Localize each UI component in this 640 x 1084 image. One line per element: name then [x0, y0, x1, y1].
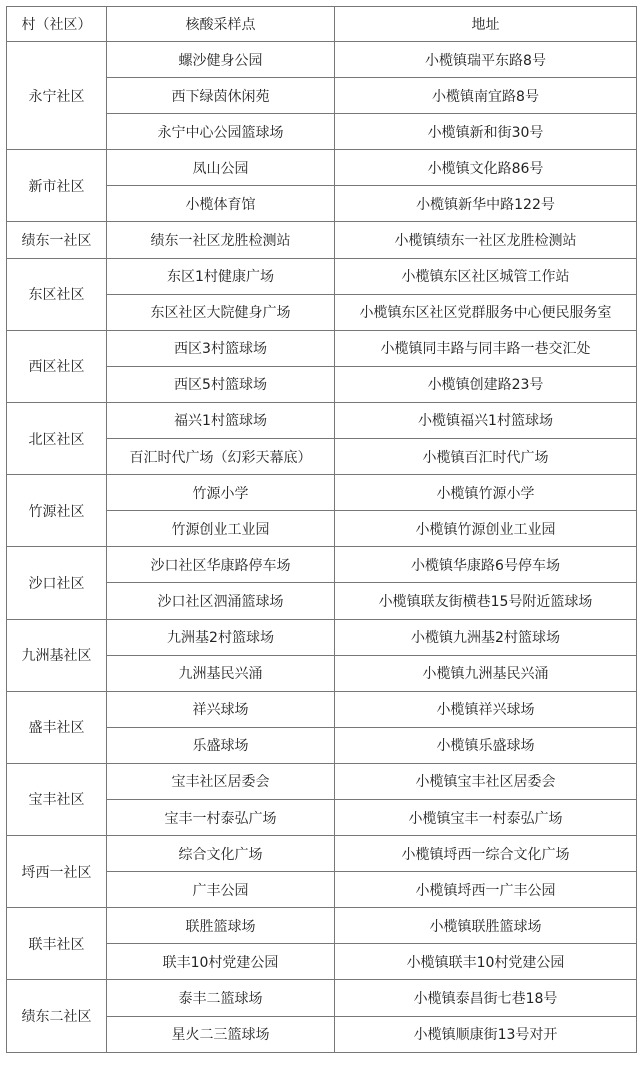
- address-cell: 小榄镇竹源创业工业园: [335, 511, 637, 547]
- table-body: [7, 42, 637, 1053]
- address-cell: 小榄镇华康路6号停车场: [335, 547, 637, 583]
- address-cell: 小榄镇创建路23号: [335, 366, 637, 402]
- address-cell: 小榄镇九洲基民兴涌: [335, 655, 637, 691]
- address-cell: 小榄镇瑞平东路8号: [335, 42, 637, 78]
- table-row: [7, 42, 637, 78]
- community-cell: 绩东一社区: [7, 222, 107, 258]
- address-cell: 小榄镇泰昌街七巷18号: [335, 980, 637, 1016]
- site-cell: 沙口社区泗涌篮球场: [107, 583, 335, 619]
- site-cell: 泰丰二篮球场: [107, 980, 335, 1016]
- sampling-sites-table: [6, 6, 637, 1053]
- address-cell: 小榄镇埒西一广丰公园: [335, 872, 637, 908]
- address-cell: 小榄镇乐盛球场: [335, 727, 637, 763]
- site-cell: 东区1村健康广场: [107, 258, 335, 294]
- site-cell: 永宁中心公园篮球场: [107, 114, 335, 150]
- table-row: [7, 763, 637, 799]
- community-cell: 西区社区: [7, 330, 107, 402]
- community-cell: 新市社区: [7, 150, 107, 222]
- site-cell: 凤山公园: [107, 150, 335, 186]
- table-row: [7, 836, 637, 872]
- community-cell: 永宁社区: [7, 42, 107, 150]
- table-row: [7, 619, 637, 655]
- community-cell: 九洲基社区: [7, 619, 107, 691]
- header-row: [7, 7, 637, 42]
- site-cell: 联丰10村党建公园: [107, 944, 335, 980]
- site-cell: 小榄体育馆: [107, 186, 335, 222]
- table-row: [7, 908, 637, 944]
- address-cell: 小榄镇同丰路与同丰路一巷交汇处: [335, 330, 637, 366]
- community-cell: 宝丰社区: [7, 763, 107, 835]
- header-address: 地址: [335, 7, 637, 42]
- address-cell: 小榄镇绩东一社区龙胜检测站: [335, 222, 637, 258]
- address-cell: 小榄镇南宜路8号: [335, 78, 637, 114]
- site-cell: 竹源创业工业园: [107, 511, 335, 547]
- address-cell: 小榄镇祥兴球场: [335, 691, 637, 727]
- community-cell: 竹源社区: [7, 475, 107, 547]
- header-site: 核酸采样点: [107, 7, 335, 42]
- address-cell: 小榄镇宝丰一村泰弘广场: [335, 799, 637, 835]
- address-cell: 小榄镇新华中路122号: [335, 186, 637, 222]
- site-cell: 西区5村篮球场: [107, 366, 335, 402]
- table-row: [7, 330, 637, 366]
- site-cell: 沙口社区华康路停车场: [107, 547, 335, 583]
- header-community: 村（社区）: [7, 7, 107, 42]
- site-cell: 九洲基2村篮球场: [107, 619, 335, 655]
- site-cell: 竹源小学: [107, 475, 335, 511]
- address-cell: 小榄镇新和街30号: [335, 114, 637, 150]
- address-cell: 小榄镇九洲基2村篮球场: [335, 619, 637, 655]
- community-cell: 埒西一社区: [7, 836, 107, 908]
- table-row: [7, 258, 637, 294]
- site-cell: 西下绿茵休闲苑: [107, 78, 335, 114]
- site-cell: 螺沙健身公园: [107, 42, 335, 78]
- site-cell: 联胜篮球场: [107, 908, 335, 944]
- address-cell: 小榄镇联友街横巷15号附近篮球场: [335, 583, 637, 619]
- address-cell: 小榄镇联丰10村党建公园: [335, 944, 637, 980]
- site-cell: 西区3村篮球场: [107, 330, 335, 366]
- address-cell: 小榄镇埒西一综合文化广场: [335, 836, 637, 872]
- address-cell: 小榄镇东区社区城管工作站: [335, 258, 637, 294]
- address-cell: 小榄镇竹源小学: [335, 475, 637, 511]
- community-cell: 沙口社区: [7, 547, 107, 619]
- table-row: [7, 402, 637, 438]
- address-cell: 小榄镇福兴1村篮球场: [335, 402, 637, 438]
- table-row: [7, 691, 637, 727]
- community-cell: 绩东二社区: [7, 980, 107, 1052]
- site-cell: 百汇时代广场（幻彩天幕底）: [107, 439, 335, 475]
- address-cell: 小榄镇联胜篮球场: [335, 908, 637, 944]
- address-cell: 小榄镇宝丰社区居委会: [335, 763, 637, 799]
- site-cell: 绩东一社区龙胜检测站: [107, 222, 335, 258]
- address-cell: 小榄镇百汇时代广场: [335, 439, 637, 475]
- site-cell: 乐盛球场: [107, 727, 335, 763]
- site-cell: 星火二三篮球场: [107, 1016, 335, 1052]
- site-cell: 宝丰社区居委会: [107, 763, 335, 799]
- site-cell: 东区社区大院健身广场: [107, 294, 335, 330]
- community-cell: 北区社区: [7, 402, 107, 474]
- address-cell: 小榄镇文化路86号: [335, 150, 637, 186]
- table-row: [7, 150, 637, 186]
- community-cell: 东区社区: [7, 258, 107, 330]
- table-row: [7, 222, 637, 258]
- site-cell: 祥兴球场: [107, 691, 335, 727]
- community-cell: 联丰社区: [7, 908, 107, 980]
- site-cell: 九洲基民兴涌: [107, 655, 335, 691]
- site-cell: 宝丰一村泰弘广场: [107, 799, 335, 835]
- address-cell: 小榄镇东区社区党群服务中心便民服务室: [335, 294, 637, 330]
- table-row: [7, 547, 637, 583]
- table-row: [7, 980, 637, 1016]
- site-cell: 广丰公园: [107, 872, 335, 908]
- site-cell: 综合文化广场: [107, 836, 335, 872]
- site-cell: 福兴1村篮球场: [107, 402, 335, 438]
- community-cell: 盛丰社区: [7, 691, 107, 763]
- table-row: [7, 475, 637, 511]
- address-cell: 小榄镇顺康街13号对开: [335, 1016, 637, 1052]
